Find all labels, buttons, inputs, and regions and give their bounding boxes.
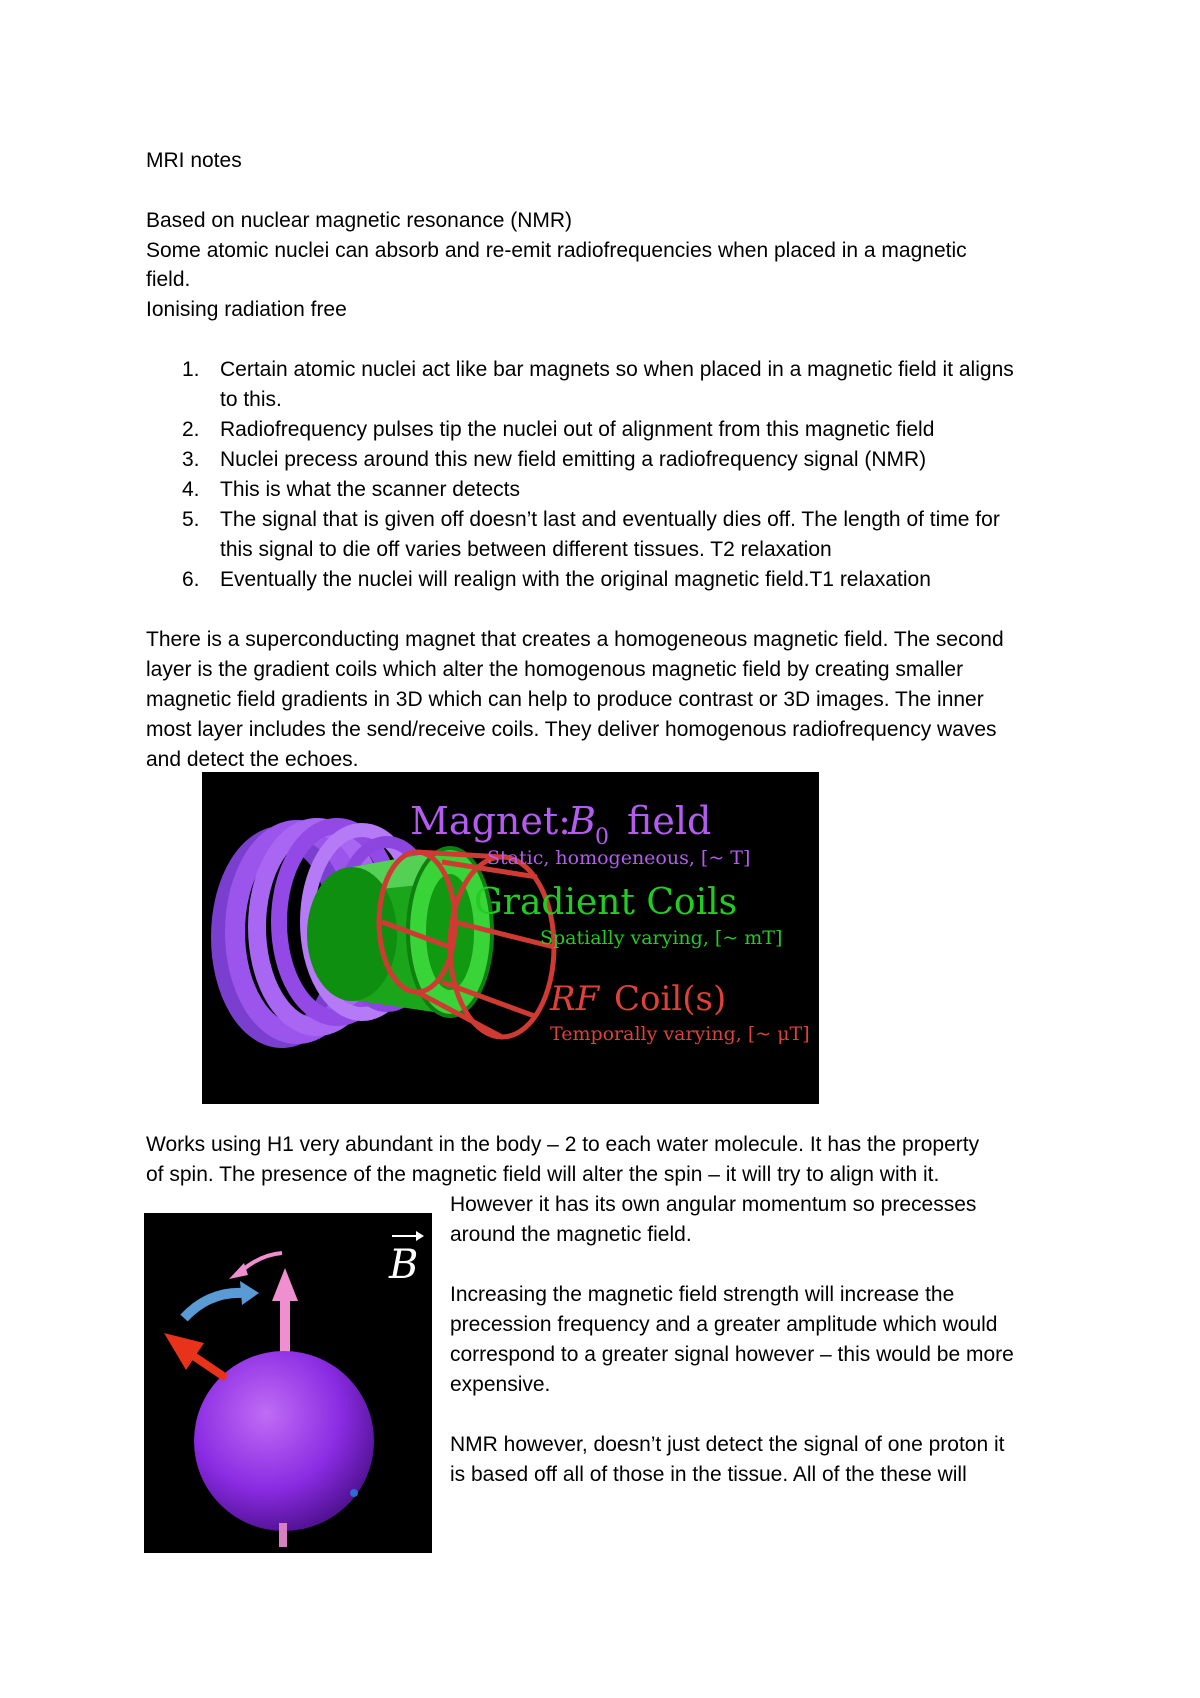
gradient-description: Spatially varying, [~ mT]	[540, 927, 783, 949]
paragraph-line: magnetic field gradients in 3D which can help to produce contrast or 3D images. The inner	[146, 688, 984, 711]
side-text-line: around the magnetic field.	[450, 1223, 692, 1246]
intro-line: field.	[146, 268, 191, 291]
side-text-line: precession frequency and a greater amplitude which would	[450, 1313, 998, 1336]
rf-italic-label: RF	[550, 979, 600, 1019]
proton-spin-figure	[144, 1213, 432, 1553]
magnet-field-word: field	[627, 799, 712, 843]
paragraph-line: Works using H1 very abundant in the body – 2 to each water molecule. It has the property	[146, 1133, 980, 1156]
magnet-b-subscript: 0	[595, 825, 609, 850]
side-text-line: Increasing the magnetic field strength will increase the	[450, 1283, 955, 1306]
list-item: The signal that is given off doesn’t last and eventually dies off. The length of time for	[220, 508, 1000, 531]
list-item: Eventually the nuclei will realign with the original magnetic field.T1 relaxation	[220, 568, 931, 591]
paragraph-line: layer is the gradient coils which alter the homogenous magnetic field by creating smaller	[146, 658, 964, 681]
page-title: MRI notes	[146, 149, 242, 172]
magnet-title: Magnet:	[410, 799, 571, 843]
side-text-line: expensive.	[450, 1373, 551, 1396]
list-item: to this.	[220, 388, 282, 411]
magnet-description: Static, homogeneous, [~ T]	[487, 847, 751, 869]
list-number: 2.	[182, 418, 200, 441]
paragraph-line: most layer includes the send/receive coils. They deliver homogenous radiofrequency waves	[146, 718, 997, 741]
list-number: 6.	[182, 568, 200, 591]
side-text-line: is based off all of those in the tissue. All of the these will	[450, 1463, 967, 1486]
list-item: Certain atomic nuclei act like bar magnets so when placed in a magnetic field it aligns	[220, 358, 1014, 381]
list-item: Nuclei precess around this new field emitting a radiofrequency signal (NMR)	[220, 448, 927, 471]
list-item: Radiofrequency pulses tip the nuclei out of alignment from this magnetic field	[220, 418, 935, 441]
list-item: this signal to die off varies between different tissues. T2 relaxation	[220, 538, 832, 561]
mri-coils-figure	[202, 772, 819, 1104]
list-item: This is what the scanner detects	[220, 478, 520, 501]
list-number: 4.	[182, 478, 200, 501]
intro-line: Ionising radiation free	[146, 298, 347, 321]
intro-line: Based on nuclear magnetic resonance (NMR)	[146, 209, 573, 232]
side-text-line: correspond to a greater signal however – this would be more	[450, 1343, 1014, 1366]
gradient-title: Gradient Coils	[474, 882, 738, 923]
rf-title: Coil(s)	[614, 979, 727, 1019]
list-number: 3.	[182, 448, 200, 471]
list-number: 5.	[182, 508, 200, 531]
b-field-label: B	[389, 1242, 419, 1288]
paragraph-line: and detect the echoes.	[146, 748, 359, 771]
magnet-b-symbol: B	[568, 799, 596, 843]
list-number: 1.	[182, 358, 200, 381]
rf-description: Temporally varying, [~ μT]	[550, 1023, 810, 1045]
paragraph-line: of spin. The presence of the magnetic field will alter the spin – it will try to align with it.	[146, 1163, 940, 1186]
side-text-line: NMR however, doesn’t just detect the signal of one proton it	[450, 1433, 1005, 1456]
mri-coils-illustration	[202, 772, 819, 1104]
intro-line: Some atomic nuclei can absorb and re-emit radiofrequencies when placed in a magnetic	[146, 239, 967, 262]
proton-spin-illustration	[144, 1213, 432, 1553]
rotation-arrow-icon	[184, 1293, 244, 1318]
side-text-line: However it has its own angular momentum so precesses	[450, 1193, 977, 1216]
paragraph-line: There is a superconducting magnet that creates a homogeneous magnetic field. The second	[146, 628, 1004, 651]
